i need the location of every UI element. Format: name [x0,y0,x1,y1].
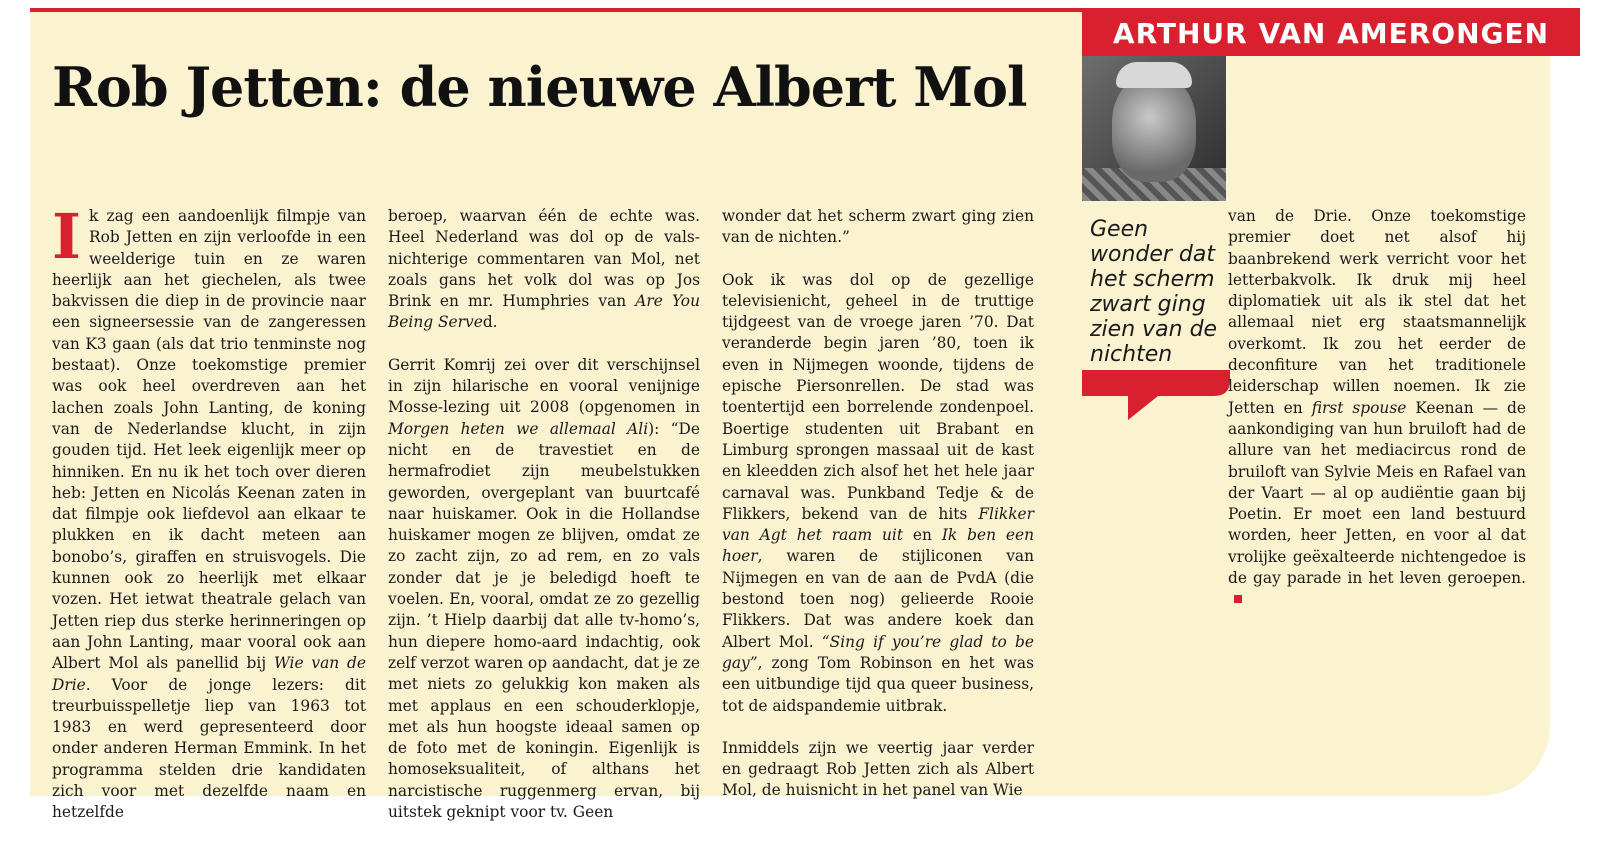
program-title: Wie van de Drie [52,654,366,694]
text-run: Ook ik was dol op de gezellige televisienicht, geheel in de truttige tijdgeest van de vroege jaren ’70. Dat veranderde begin jaren ’80, toen ik even in Nijmegen woonde, tijdens de epische Piersonrellen. De stad was toentertijd een borrelende zondenpoel. Boertige studenten uit Brabant en Limburg sprongen massaal uit de kast en kleedden zich alsof het het hele jaar carnaval was. Punkband Tedje & de Flikkers, bekend van de hits [722,270,1034,523]
author-banner: ARTHUR VAN AMERONGEN [1082,8,1580,56]
text-run: Gerrit Komrij zei over dit verschijnsel in zijn hilarische en vooral venijnige Mosse-lezing uit 2008 (opgenomen in [388,355,700,417]
paragraph [1228,206,1526,611]
text-run: van de Drie. Onze toekomstige premier doet net alsof hij baanbrekend werk verricht voor het letterbakvolk. Ik druk mij heel diplomatiek uit als ik stel dat het allemaal niet erg staatsmannelijk overkomt. Ik zou het eerder de deconfiture van het traditionele leiderschap willen noemen. Ik zie Jetten en [1228,207,1526,417]
article-column-1 [52,200,366,824]
emphasis: first spouse [1311,398,1407,417]
text-run: , zong Tom Robinson en het was een uitbundige tijd qua queer business, tot de aidspandemie uitbrak. [722,653,1034,715]
book-title: Morgen heten we allemaal Ali [388,419,649,438]
text-run: d. [482,313,498,332]
paragraph [388,355,700,824]
text-run: k zag een aandoenlijk filmpje van Rob Jetten en zijn verloofde in een weelderige tuin en ze waren heerlijk aan het giechelen, als twee bakvissen die diep in de provincie naar een signeersessie van de zangeressen van K3 gaan (als dat trio tenminste nog bestaat). Onze toekomstige premier was ook heel overdreven aan het lachen zoals John Lanting, de koning van de Nederlandse klucht, in zijn gouden tijd. Het leek eigenlijk meer op hinniken. En nu ik het toch over dieren heb: Jetten en Nicolás Keenan zaten in dat filmpje ook liefdevol aan elkaar te plukken en ik dacht meteen aan bonobo’s, giraffen en struisvogels. Die kunnen ook zo heerlijk met elkaar vozen. Het ietwat theatrale gelach van Jetten riep dus sterke herinneringen op aan John Lanting, maar vooral ook aan Albert Mol als panellid bij [52,207,366,673]
author-photo-face [1112,74,1196,182]
top-rule [30,8,1112,12]
pull-quote: Geen wonder dat het scherm zwart ging zien van de nichten [1090,217,1218,367]
song-title: Flikker van Agt het raam uit [722,504,1034,545]
text-run: Keenan — de aankondiging van hun bruiloft had de allure van het mediacircus rond de bruiloft van Sylvie Meis en Rafael van der Vaart — al op audiëntie gaan bij Poetin. Er moet een land bestuurd worden, heer Jetten, en voor al dat vrolijke geëxalteerde nichtengedoe is de gay parade in het leven geroepen. [1228,398,1526,588]
speech-bubble-icon [1082,370,1232,420]
article-headline: Rob Jetten: de nieuwe Albert Mol [52,55,1027,119]
drop-cap: I [52,200,82,273]
text-run: beroep, waarvan één de echte was. Heel Nederland was dol op de vals-nichterige commentaren van Mol, net zoals gans het volk dol was op Jos Brink en mr. Humphries van [388,207,700,311]
paragraph: wonder dat het scherm zwart ging zien van de nichten.” [722,207,1034,247]
paragraph: Inmiddels zijn we veertig jaar verder en gedraagt Rob Jetten zich als Albert Mol, de huisnicht in het panel van Wie [722,738,1034,800]
author-photo [1082,56,1226,201]
paragraph [722,270,1034,717]
text-run: . Voor de jonge lezers: dit treurbuisspelletje liep van 1963 tot 1983 en werd gepresenteerd door onder anderen Herman Emmink. In het programma stelden drie kandidaten zich voor met dezelfde naam en hetzelfde [52,675,366,822]
text-run: ): “De nicht en de travestiet en de hermafrodiet zijn meubelstukken geworden, overgeplant van buurtcafé naar huiskamer. Ook in die Hollandse huiskamer mogen ze blijven, omdat ze zo zacht zijn, zo ad rem, en zo vals zonder dat je je beledigd hoeft te voelen. En, vooral, omdat ze zo gezellig zijn. ’t Hielp daarbij dat alle tv-homo’s, hun diepere homo-aard indachtig, ook zelf verzot waren op aandacht, dat je ze met niets zo gelukkig kon maken als met applaus en een schouderklopje, met als hun hoogste ideaal samen op de foto met de koningin. Eigenlijk is homoseksualiteit, of althans het narcistische ruggenmerg ervan, bij uitstek geknipt voor tv. Geen [388,419,700,822]
song-title: Ik ben een hoer [722,526,1034,566]
end-square-icon [1234,595,1242,603]
text-run: en [903,526,942,545]
paragraph [388,206,700,334]
song-quote: “Sing if you’re glad to be gay” [722,632,1034,672]
article-column-4 [1228,206,1526,611]
text-run: , waren de stijliconen van Nijmegen en van de aan de PvdA (die bestond toen nog) gelieerde Rooie Flikkers. Dat was andere koek dan Albert Mol. [722,547,1034,651]
show-title: Are You Being Serve [388,292,700,332]
paragraph [52,200,366,824]
article-column-2 [388,206,700,823]
article-column-3 [722,206,1034,802]
author-photo-hair [1116,62,1192,88]
